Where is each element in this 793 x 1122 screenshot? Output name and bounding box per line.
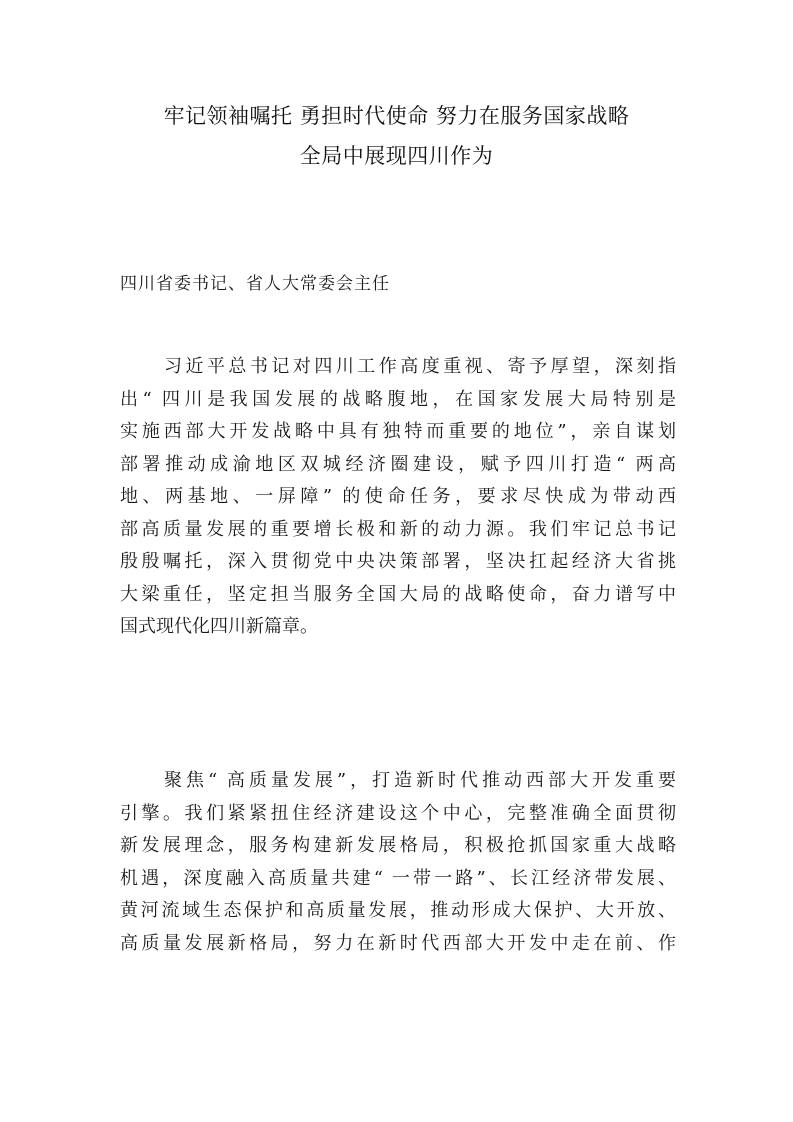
paragraph-2 <box>120 765 676 960</box>
paragraph-line: 地、两基地、一屏障” 的使命任务，要求尽快成为带动西 <box>120 486 676 507</box>
author-byline: 四川省委书记、省人大常委会主任 <box>120 274 390 294</box>
paragraph-line: 黄河流域生态保护和高质量发展，推动形成大保护、大开放、 <box>120 900 676 921</box>
paragraph-line: 习近平总书记对四川工作高度重视、寄予厚望，深刻指 <box>164 356 676 377</box>
article-title <box>100 96 693 176</box>
paragraph-line: 部署推动成渝地区双城经济圈建设，赋予四川打造“ 两高 <box>120 453 676 475</box>
title-line-1: 牢记领袖嘱托 勇担时代使命 努力在服务国家战略 <box>163 104 630 128</box>
paragraph-line: 部高质量发展的重要增长极和新的动力源。我们牢记总书记 <box>120 518 676 540</box>
paragraph-line: 大梁重任，坚定担当服务全国大局的战略使命，奋力谱写中 <box>120 583 676 605</box>
title-line-2: 全局中展现四川作为 <box>299 144 494 168</box>
paragraph-line: 实施西部大开发战略中具有独特而重要的地位”，亲自谋划 <box>120 421 676 442</box>
paragraph-line: 新发展理念，服务构建新发展格局，积极抢抓国家重大战略 <box>120 835 676 856</box>
paragraph-line: 国式现代化四川新篇章。 <box>120 616 318 637</box>
paragraph-line: 高质量发展新格局，努力在新时代西部大开发中走在前、作 <box>120 932 676 954</box>
paragraph-1 <box>120 351 676 644</box>
paragraph-line: 出“ 四川是我国发展的战略腹地，在国家发展大局特别是 <box>120 388 676 410</box>
paragraph-line: 机遇，深度融入高质量共建“ 一带一路”、长江经济带发展、 <box>120 867 676 889</box>
paragraph-line: 引擎。我们紧紧扭住经济建设这个中心，完整准确全面贯彻 <box>120 802 676 824</box>
paragraph-line: 聚焦“ 高质量发展”，打造新时代推动西部大开发重要 <box>164 770 676 791</box>
paragraph-line: 殷殷嘱托，深入贯彻党中央决策部署，坚决扛起经济大省挑 <box>120 551 676 572</box>
